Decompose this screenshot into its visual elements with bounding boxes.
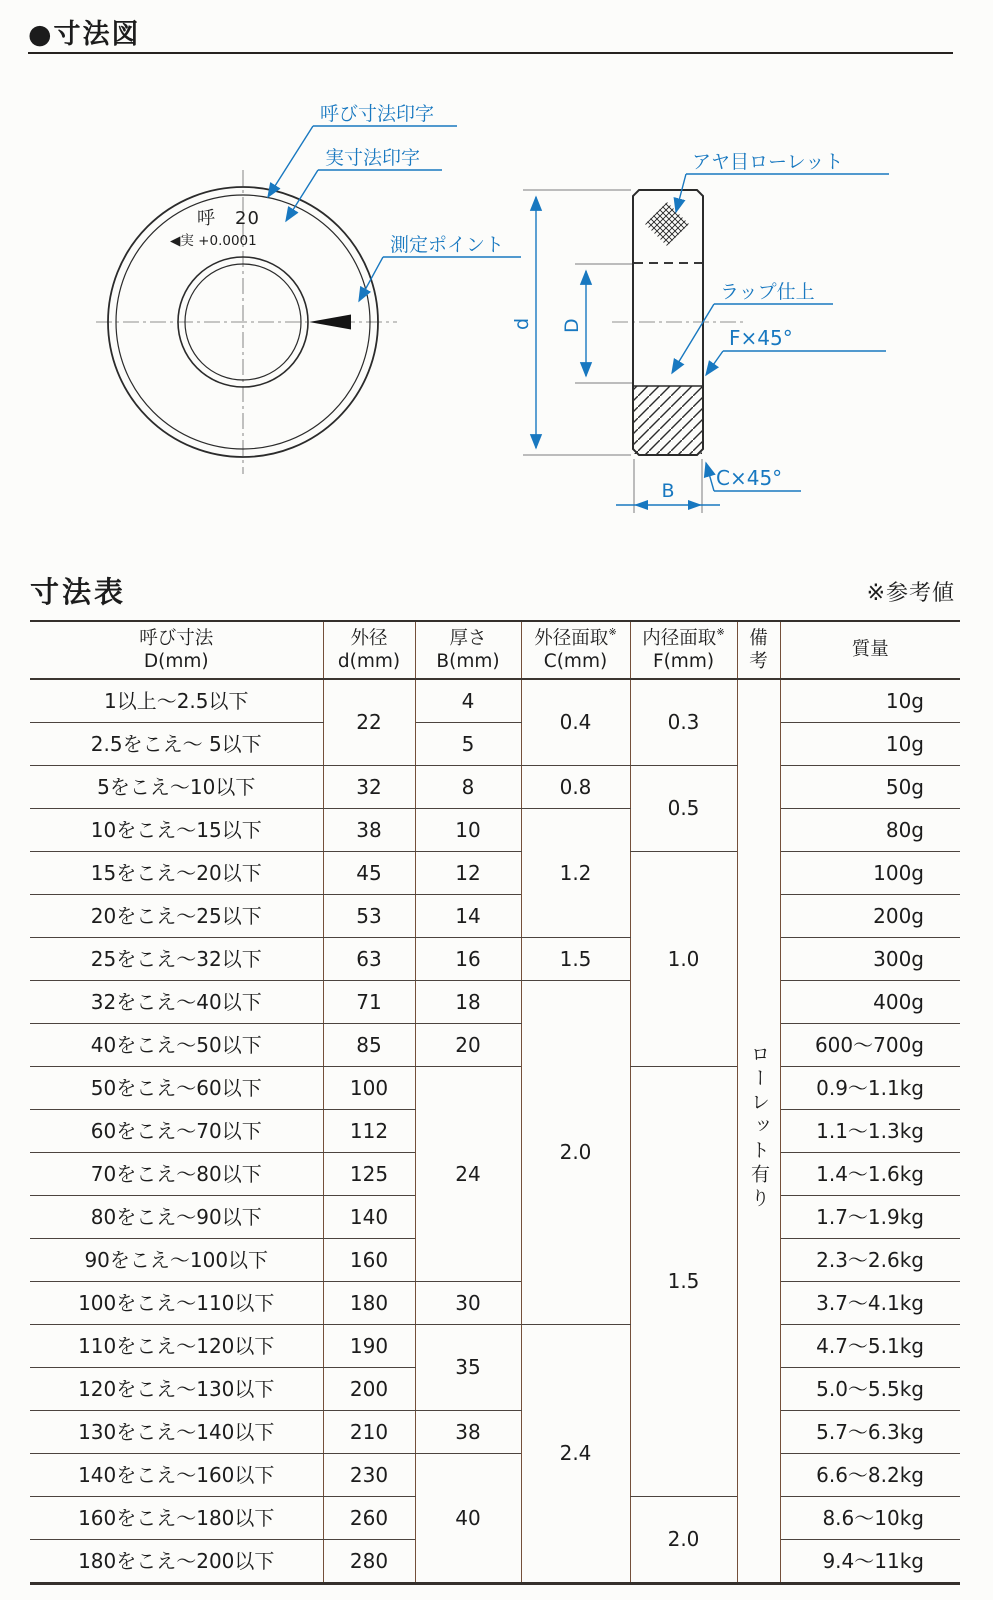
header-outer-chamfer [521, 621, 630, 679]
mass-cell: 5.7～6.3kg [780, 1411, 960, 1454]
table-cell: 2.0 [521, 981, 630, 1325]
header-line: 質量 [851, 639, 889, 661]
mass-cell: 80g [780, 809, 960, 852]
remarks-cell: ローレット有り [737, 679, 780, 1584]
table-cell: 90をこえ～100以下 [30, 1239, 323, 1282]
chamfer-f-label: F×45° [729, 326, 793, 350]
table-row [30, 1282, 960, 1325]
header-mass [780, 621, 960, 679]
table-cell: 20 [415, 1024, 521, 1067]
table-cell: 53 [323, 895, 415, 938]
table-cell: 38 [323, 809, 415, 852]
point-label: 測定ポイント [390, 234, 505, 256]
table-cell: 230 [323, 1454, 415, 1497]
table-cell: 16 [415, 938, 521, 981]
header-line: 外径面取※ [534, 626, 617, 649]
table-cell: 140 [323, 1196, 415, 1239]
table-row [30, 852, 960, 895]
table-cell: 10 [415, 809, 521, 852]
header-line: 考 [749, 651, 768, 672]
table-cell: 110をこえ～120以下 [30, 1325, 323, 1368]
table-cell: 0.8 [521, 766, 630, 809]
mass-cell: 50g [780, 766, 960, 809]
knurl-label: アヤ目ローレット [692, 151, 844, 173]
actual-label: 実寸法印字 [325, 147, 421, 169]
dim-label-B: B [661, 480, 675, 502]
table-cell: 5をこえ～10以下 [30, 766, 323, 809]
table-row [30, 1411, 960, 1454]
table-row [30, 1325, 960, 1368]
table-cell: 12 [415, 852, 521, 895]
side-view [612, 190, 747, 455]
table-cell: 100 [323, 1067, 415, 1110]
table-cell: 71 [323, 981, 415, 1024]
table-cell: 38 [415, 1411, 521, 1454]
mass-cell: 1.1～1.3kg [780, 1110, 960, 1153]
table-cell: 50をこえ～60以下 [30, 1067, 323, 1110]
table-row [30, 1024, 960, 1067]
table-cell: 180 [323, 1282, 415, 1325]
table-cell: 180をこえ～200以下 [30, 1540, 323, 1584]
actual-stamp-text: ◀実 +0.0001 [170, 233, 257, 249]
table-cell: 4 [415, 679, 521, 723]
mass-cell: 100g [780, 852, 960, 895]
table-cell: 63 [323, 938, 415, 981]
table-cell: 25をこえ～32以下 [30, 938, 323, 981]
table-cell: 1.5 [630, 1067, 737, 1497]
table-row [30, 938, 960, 981]
mass-cell: 300g [780, 938, 960, 981]
table-cell: 30 [415, 1282, 521, 1325]
header-line: B(mm) [436, 651, 500, 672]
table-cell: 32 [323, 766, 415, 809]
mass-cell: 8.6～10kg [780, 1497, 960, 1540]
table-cell: 200 [323, 1368, 415, 1411]
header-thickness [415, 621, 521, 679]
nominal-stamp-text: 呼 20 [197, 208, 260, 229]
side-annotations [672, 151, 889, 491]
table-cell: 10をこえ～15以下 [30, 809, 323, 852]
dimension-table-body [30, 679, 960, 1584]
table-cell: 160をこえ～180以下 [30, 1497, 323, 1540]
table-row [30, 981, 960, 1024]
table-row [30, 1454, 960, 1497]
nominal-label: 呼び寸法印字 [320, 103, 435, 125]
dim-B-arrow-right [688, 500, 702, 510]
mass-cell: 200g [780, 895, 960, 938]
table-cell: 70をこえ～80以下 [30, 1153, 323, 1196]
table-cell: 8 [415, 766, 521, 809]
knurl-leader-line [676, 174, 686, 212]
header-inner-chamfer [630, 621, 737, 679]
table-cell: 112 [323, 1110, 415, 1153]
mass-cell: 5.0～5.5kg [780, 1368, 960, 1411]
header-remarks [737, 621, 780, 679]
table-cell: 45 [323, 852, 415, 895]
table-cell: 60をこえ～70以下 [30, 1110, 323, 1153]
header-outer-dia [323, 621, 415, 679]
table-cell: 35 [415, 1325, 521, 1411]
page-title: ●寸法図 [28, 19, 141, 50]
front-view [96, 170, 397, 474]
mass-cell: 1.4～1.6kg [780, 1153, 960, 1196]
header-line: 厚さ [449, 627, 487, 649]
table-cell: 40 [415, 1454, 521, 1584]
mass-cell: 600～700g [780, 1024, 960, 1067]
side-dimensions [511, 190, 720, 513]
mass-cell: 400g [780, 981, 960, 1024]
header-nominal-size [30, 621, 323, 679]
header-line: F(mm) [652, 651, 715, 672]
mass-cell: 10g [780, 723, 960, 766]
mass-cell: 1.7～1.9kg [780, 1196, 960, 1239]
table-cell: 125 [323, 1153, 415, 1196]
table-row [30, 895, 960, 938]
table-title: 寸法表 [30, 575, 127, 609]
table-cell: 260 [323, 1497, 415, 1540]
table-cell: 120をこえ～130以下 [30, 1368, 323, 1411]
table-cell: 85 [323, 1024, 415, 1067]
table-cell: 40をこえ～50以下 [30, 1024, 323, 1067]
table-cell: 1.5 [521, 938, 630, 981]
table-cell: 130をこえ～140以下 [30, 1411, 323, 1454]
table-cell: 18 [415, 981, 521, 1024]
table-cell: 2.4 [521, 1325, 630, 1584]
section-hatch [634, 386, 702, 454]
chamfer-c-label: C×45° [716, 466, 783, 490]
table-cell: 14 [415, 895, 521, 938]
table-cell: 15をこえ～20以下 [30, 852, 323, 895]
table-cell: 190 [323, 1325, 415, 1368]
table-cell: 280 [323, 1540, 415, 1584]
knurl-icon [645, 202, 689, 246]
table-row [30, 679, 960, 723]
table-cell: 0.5 [630, 766, 737, 852]
table-cell: 5 [415, 723, 521, 766]
chamfer-c-leader-line [706, 463, 714, 491]
table-row [30, 809, 960, 852]
table-cell: 210 [323, 1411, 415, 1454]
table-cell: 160 [323, 1239, 415, 1282]
dim-label-D: D [561, 318, 583, 333]
table-cell: 0.3 [630, 679, 737, 766]
mass-cell: 10g [780, 679, 960, 723]
dim-B-arrow-left [634, 500, 648, 510]
dimension-drawing [0, 0, 993, 556]
table-row [30, 1067, 960, 1110]
table-cell: 100をこえ～110以下 [30, 1282, 323, 1325]
measuring-point-marker [309, 315, 351, 330]
dim-label-d: d [511, 317, 533, 330]
header-line: d(mm) [337, 651, 401, 672]
table-cell: 0.4 [521, 679, 630, 766]
mass-cell: 2.3～2.6kg [780, 1239, 960, 1282]
mass-cell: 9.4～11kg [780, 1540, 960, 1584]
table-header [30, 621, 960, 679]
table-cell: 1以上～2.5以下 [30, 679, 323, 723]
header-line: 備 [749, 627, 768, 649]
mass-cell: 4.7～5.1kg [780, 1325, 960, 1368]
mass-cell: 3.7～4.1kg [780, 1282, 960, 1325]
nominal-leader-line [268, 126, 313, 197]
lap-label: ラップ仕上 [720, 281, 815, 303]
table-cell: 1.2 [521, 809, 630, 938]
table-cell: 2.5をこえ～ 5以下 [30, 723, 323, 766]
header-line: 呼び寸法 [139, 627, 214, 649]
dimension-table [30, 620, 960, 1585]
table-cell: 1.0 [630, 852, 737, 1067]
table-cell: 22 [323, 679, 415, 766]
mass-cell: 0.9～1.1kg [780, 1067, 960, 1110]
reference-note: ※参考値 [866, 581, 955, 606]
mass-cell: 6.6～8.2kg [780, 1454, 960, 1497]
header-line: 外径 [350, 627, 388, 649]
lap-leader-line [672, 304, 714, 373]
table-cell: 2.0 [630, 1497, 737, 1584]
chamfer-f-leader-line [706, 351, 723, 375]
table-cell: 140をこえ～160以下 [30, 1454, 323, 1497]
table-row [30, 766, 960, 809]
table-row [30, 723, 960, 766]
table-cell: 24 [415, 1067, 521, 1282]
header-line: 内径面取※ [642, 626, 725, 649]
header-line: C(mm) [543, 651, 608, 672]
header-line: D(mm) [143, 651, 209, 672]
table-cell: 20をこえ～25以下 [30, 895, 323, 938]
table-cell: 32をこえ～40以下 [30, 981, 323, 1024]
table-cell: 80をこえ～90以下 [30, 1196, 323, 1239]
